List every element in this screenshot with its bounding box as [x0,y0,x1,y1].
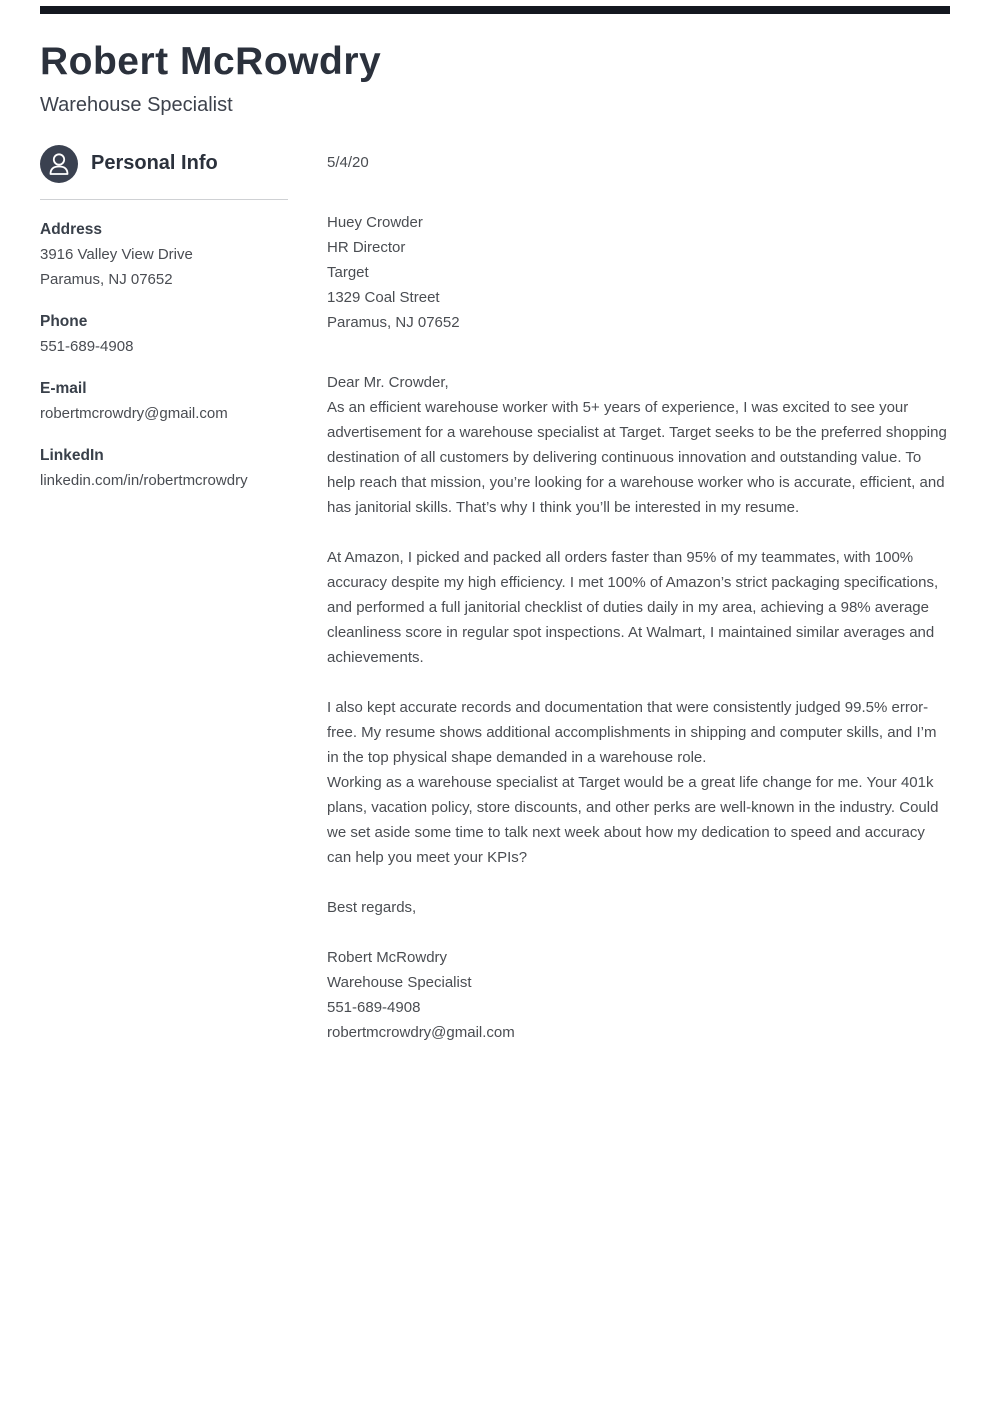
section-label: LinkedIn [40,446,104,464]
signature-phone: 551-689-4908 [327,998,421,1016]
signature-name: Robert McRowdry [327,948,448,966]
cover-letter-page [0,6,990,1406]
letter-header [0,14,990,117]
paragraph-4: Working as a warehouse specialist at Target would be a great life change for me. Your 401k plans, vacation policy, store discounts, and other perks are well-known in the industry. Could we set aside some time to talk next week about how my dedication to speed and accuracy can help you meet your KPIs? [327,773,939,866]
paragraph-block [327,695,950,870]
sidebar-heading: Personal Info [91,152,218,175]
paragraph-1: As an efficient warehouse worker with 5+ years of experience, I was excited to see your advertisement for a warehouse specialist at Target. Target seeks to be the preferred shopping destination of all customers by delivering continuous innovation and outstanding value. To help reach that mission, you’re looking for a warehouse worker who is accurate, efficient, and has janitorial skills. That’s why I think you’ll be interested in my resume. [327,398,947,516]
sidebar-section-linkedin [40,443,288,493]
recipient-street: 1329 Coal Street [327,288,440,306]
address-line: 3916 Valley View Drive [40,245,193,263]
closing-line: Best regards, [327,898,417,916]
person-icon [40,145,78,183]
top-accent-bar [40,6,950,14]
phone-value: 551-689-4908 [40,337,134,355]
content-columns [0,145,990,1045]
signature-block [327,945,950,1045]
page-title: Robert McRowdry [40,40,382,83]
sidebar-header [40,145,288,200]
email-value: robertmcrowdry@gmail.com [40,404,228,422]
sidebar-section-email [40,376,288,426]
address-line: Paramus, NJ 07652 [40,270,173,288]
recipient-company: Target [327,263,369,281]
paragraph-3: I also kept accurate records and documentation that were consistently judged 99.5% error-free. My resume shows additional accomplishments in shipping and computer skills, and I’m in the top physical shape demanded in a warehouse role. [327,698,937,766]
paragraph-block [327,545,950,670]
opening-block [327,370,950,520]
recipient-city: Paramus, NJ 07652 [327,313,460,331]
sidebar [40,145,288,493]
recipient-name: Huey Crowder [327,213,423,231]
recipient-title: HR Director [327,238,406,256]
job-title: Warehouse Specialist [40,93,233,116]
sidebar-section-address [40,217,288,292]
section-label: Phone [40,312,88,330]
section-label: E-mail [40,379,87,397]
recipient-block [327,210,950,335]
letter-body [327,145,950,1045]
salutation: Dear Mr. Crowder, [327,373,449,391]
sidebar-section-phone [40,309,288,359]
paragraph-2: At Amazon, I picked and packed all orders faster than 95% of my teammates, with 100% accuracy despite my high efficiency. I met 100% of Amazon’s strict packaging specifications, and performed a full janitorial checklist of duties daily in my area, achieving a 98% average cleanliness score in regular spot inspections. At Walmart, I maintained similar averages and achievements. [327,548,939,666]
linkedin-value: linkedin.com/in/robertmcrowdry [40,471,248,489]
letter-date: 5/4/20 [327,153,369,171]
section-label: Address [40,220,103,238]
signature-email: robertmcrowdry@gmail.com [327,1023,515,1041]
signature-title: Warehouse Specialist [327,973,472,991]
